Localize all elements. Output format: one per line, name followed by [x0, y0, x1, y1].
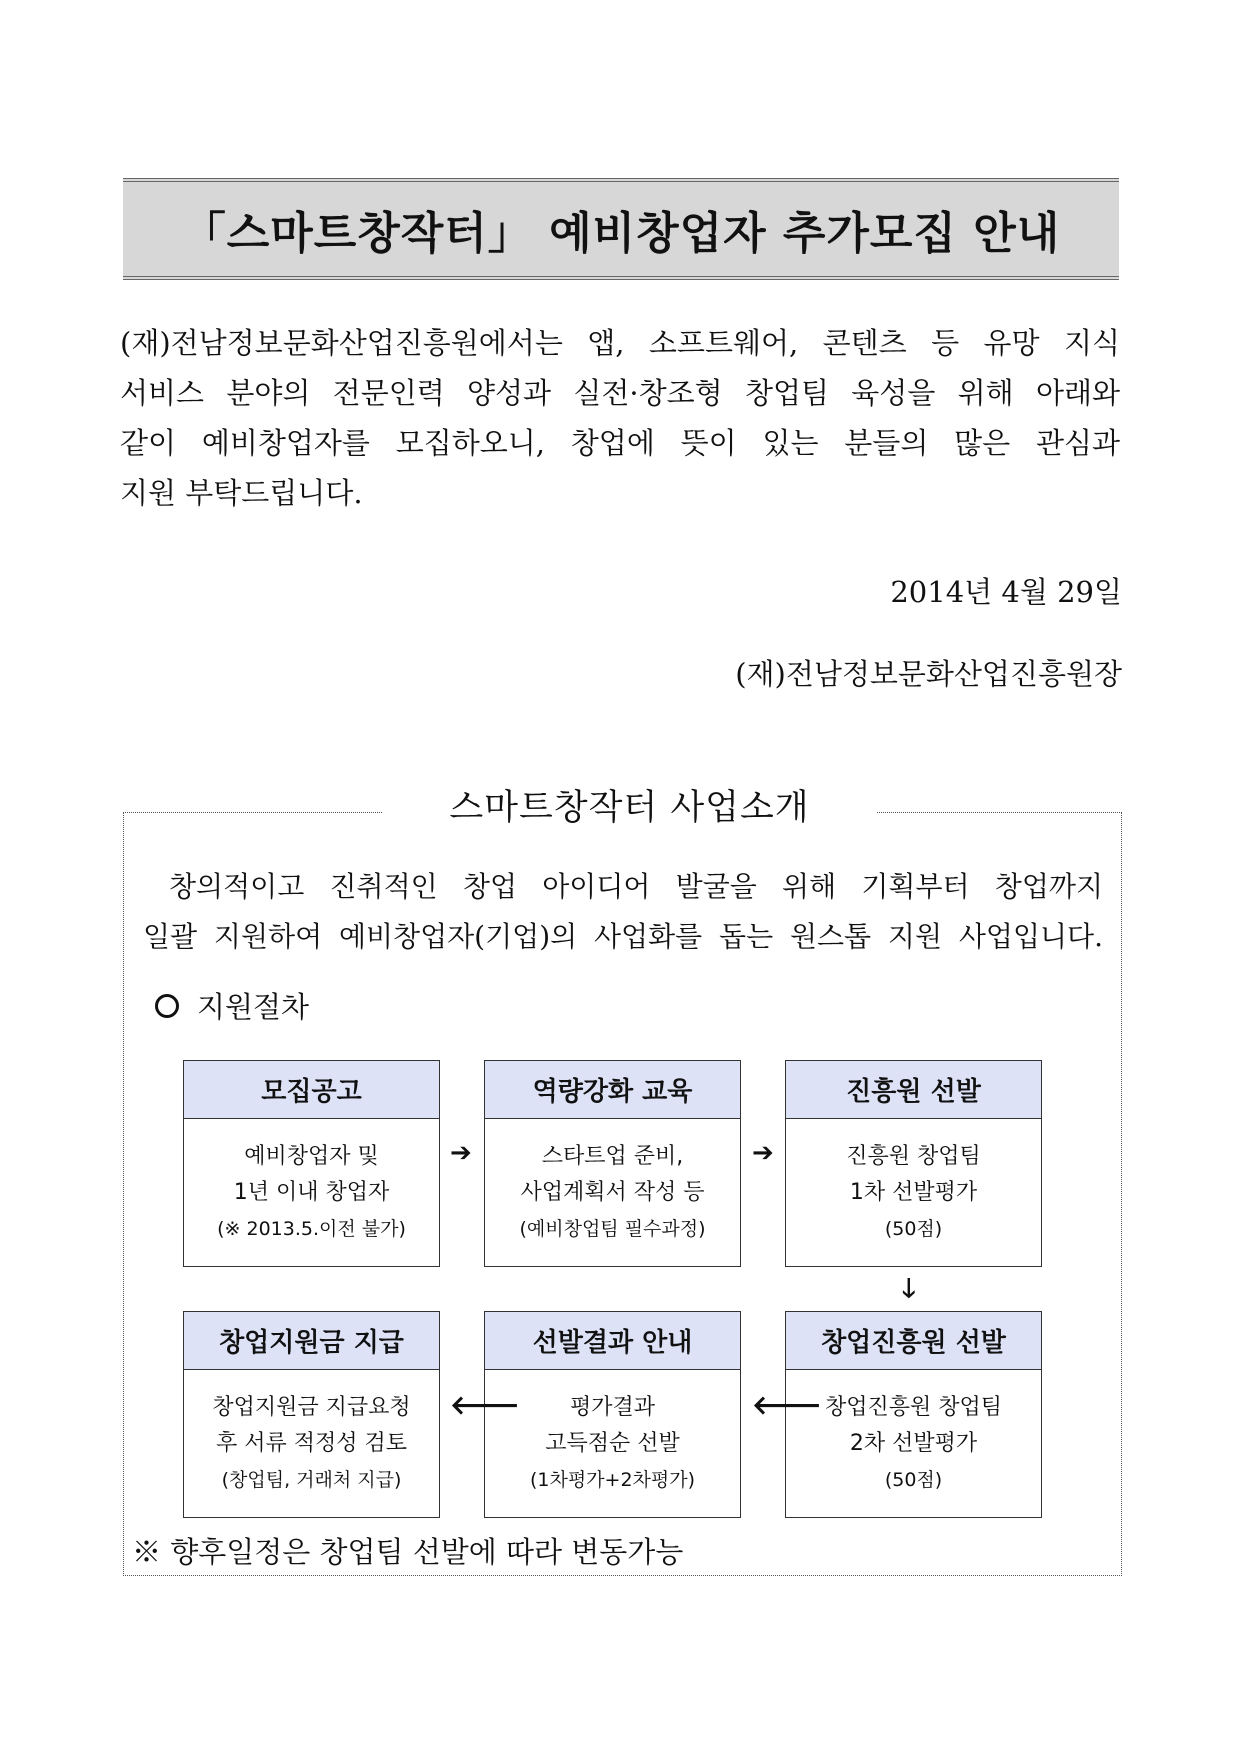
arrow-right-icon: ➔ [450, 1138, 472, 1168]
step-line: 예비창업자 및 [244, 1143, 379, 1169]
step-line: 창업지원금 지급요청 [212, 1394, 411, 1420]
procedure-heading [155, 985, 309, 1026]
intro-paragraph [120, 318, 1120, 518]
step-title: 창업진흥원 선발 [786, 1312, 1041, 1370]
step-box-fund-payment [183, 1311, 440, 1518]
step-body [184, 1119, 439, 1266]
step-body [485, 1370, 740, 1517]
desc-line: 창의적이고 진취적인 창업 아이디어 발굴을 위해 기획부터 창업까지 [169, 870, 1103, 903]
step-title: 모집공고 [184, 1061, 439, 1119]
step-body [184, 1370, 439, 1517]
procedure-heading-label: 지원절차 [197, 990, 310, 1024]
arrow-left-icon: 🡐 [752, 1391, 822, 1421]
intro-line: (재)전남정보문화산업진흥원에서는 앱, 소프트웨어, 콘텐츠 등 유망 지식 [120, 326, 1120, 360]
step-line: (50점) [884, 1217, 943, 1240]
step-box-training [484, 1060, 741, 1267]
step-line: 2차 선발평가 [849, 1430, 978, 1456]
arrow-right-icon: ➔ [752, 1138, 774, 1168]
intro-line: 서비스 분야의 전문인력 양성과 실전·창조형 창업팀 육성을 위해 아래와 [120, 376, 1120, 410]
intro-line: 지원 부탁드립니다. [120, 476, 363, 510]
schedule-note: ※ 향후일정은 창업팀 선발에 따라 변동가능 [132, 1535, 684, 1569]
step-box-result-notice [484, 1311, 741, 1518]
document-title: 「스마트창작터」 예비창업자 추가모집 안내 [181, 208, 1061, 259]
step-line: 사업계획서 작성 등 [520, 1179, 705, 1205]
arrow-down-icon: 🡓 [902, 1274, 916, 1304]
step-line: 창업진흥원 창업팀 [824, 1394, 1002, 1420]
issue-date: 2014년 4월 29일 [890, 575, 1122, 609]
step-line: 평가결과 [569, 1394, 655, 1420]
step-line: 1년 이내 창업자 [233, 1179, 390, 1205]
step-line: (※ 2013.5.이전 불가) [217, 1217, 406, 1240]
step-box-kised-selection [785, 1311, 1042, 1518]
step-box-recruit [183, 1060, 440, 1267]
step-title: 진흥원 선발 [786, 1061, 1041, 1119]
step-box-agency-selection [785, 1060, 1042, 1267]
step-body [786, 1119, 1041, 1266]
step-line: (예비창업팀 필수과정) [519, 1217, 706, 1240]
step-line: 스타트업 준비, [541, 1143, 684, 1169]
step-body [485, 1119, 740, 1266]
step-line: 1차 선발평가 [849, 1179, 978, 1205]
circle-bullet-icon [155, 994, 179, 1018]
step-line: (창업팀, 거래처 지급) [221, 1468, 402, 1491]
arrow-left-icon: 🡐 [450, 1391, 520, 1421]
document-title-banner [123, 178, 1119, 280]
section-title: 스마트창작터 사업소개 [383, 780, 876, 830]
step-line: 고득점순 선발 [545, 1430, 680, 1456]
step-body [786, 1370, 1041, 1517]
section-description [143, 862, 1103, 962]
step-line: (50점) [884, 1468, 943, 1491]
step-title: 역량강화 교육 [485, 1061, 740, 1119]
intro-line: 같이 예비창업자를 모집하오니, 창업에 뜻이 있는 분들의 많은 관심과 [120, 426, 1120, 460]
desc-line: 일괄 지원하여 예비창업자(기업)의 사업화를 돕는 원스톱 지원 사업입니다. [143, 920, 1103, 953]
step-line: 후 서류 적정성 검토 [216, 1430, 407, 1456]
step-line: 진흥원 창업팀 [846, 1143, 981, 1169]
step-title: 선발결과 안내 [485, 1312, 740, 1370]
step-title: 창업지원금 지급 [184, 1312, 439, 1370]
step-line: (1차평가+2차평가) [529, 1468, 696, 1491]
issuer-signature: (재)전남정보문화산업진흥원장 [735, 657, 1122, 691]
